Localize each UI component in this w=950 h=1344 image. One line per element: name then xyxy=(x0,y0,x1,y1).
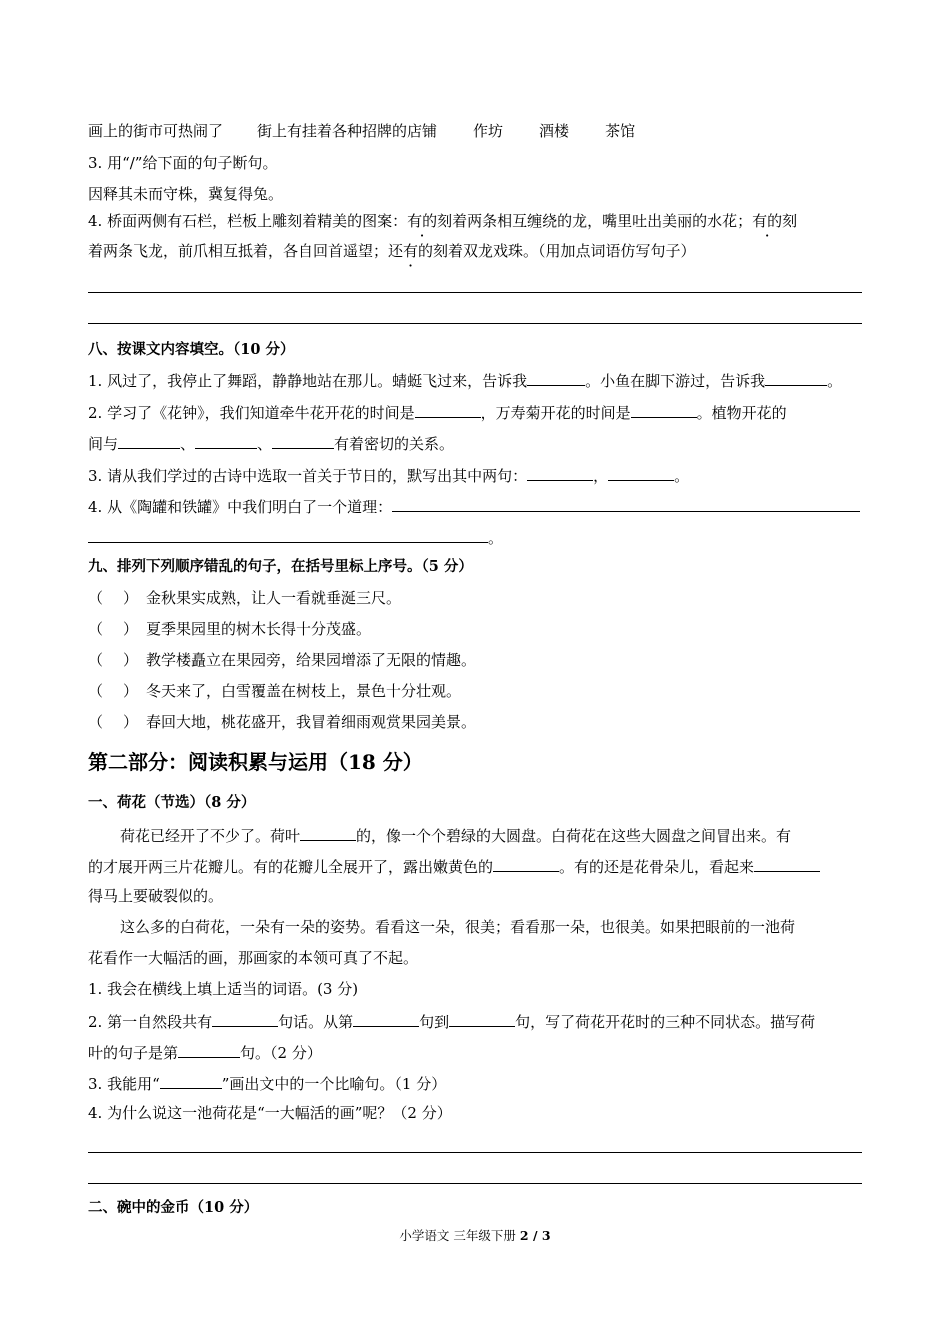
blank[interactable] xyxy=(118,432,180,449)
s9-item-2: （ ） 夏季果园里的树木长得十分茂盛。 xyxy=(88,620,372,638)
word-1: 画上的街市可热闹了 xyxy=(88,122,224,140)
s8-q1: 1. 风过了，我停止了舞蹈，静静地站在那儿。蜻蜓飞过来，告诉我 。小鱼在脚下游过，告诉我 。 xyxy=(88,369,842,391)
blank[interactable] xyxy=(212,1010,278,1027)
word-4: 酒楼 xyxy=(539,122,570,140)
q7-4-line1: 4. 桥面两侧有石栏，栏板上雕刻着精美的图案：有的刻着两条相互缠绕的龙，嘴里吐出美丽的水花；有的刻 xyxy=(88,212,798,230)
blank[interactable] xyxy=(754,855,820,872)
passage-p2-l2: 花看作一大幅活的画，那画家的本领可真了不起。 xyxy=(88,949,419,967)
blank[interactable] xyxy=(631,401,697,418)
p2-q2: 2. 第一自然段共有 句话。从第 句到 句，写了荷花开花时的三种不同状态。描写荷 xyxy=(88,1010,815,1032)
blank[interactable] xyxy=(415,401,481,418)
blank[interactable] xyxy=(765,369,827,386)
answer-line[interactable] xyxy=(88,292,862,293)
s9-item-1: （ ） 金秋果实成熟，让人一看就垂涎三尺。 xyxy=(88,589,402,607)
s8-q4: 4. 从《陶罐和铁罐》中我们明白了一个道理： xyxy=(88,495,860,517)
word-5: 茶馆 xyxy=(605,122,636,140)
s8-q4-line2: 。 xyxy=(88,526,503,548)
passage-p1-l3: 得马上要破裂似的。 xyxy=(88,887,224,905)
blank[interactable] xyxy=(353,1010,419,1027)
blank[interactable] xyxy=(88,526,488,543)
answer-line[interactable] xyxy=(88,323,862,324)
blank[interactable] xyxy=(178,1041,240,1058)
q7-3: 3. 用“/”给下面的句子断句。 xyxy=(88,154,278,172)
page-footer xyxy=(0,1228,950,1244)
blank[interactable] xyxy=(300,824,356,841)
blank[interactable] xyxy=(449,1010,515,1027)
blank[interactable] xyxy=(608,464,674,481)
blank[interactable] xyxy=(195,432,257,449)
s9-item-4: （ ） 冬天来了，白雪覆盖在树枝上，景色十分壮观。 xyxy=(88,682,462,700)
word-2: 街上有挂着各种招牌的店铺 xyxy=(257,122,438,140)
order-blank[interactable]: （ ） xyxy=(88,682,139,700)
q7-4-line2: 着两条飞龙，前爪相互抵着，各自回首遥望；还有的刻着双龙戏珠。（用加点词语仿写句子） xyxy=(88,242,696,260)
part2-s1-title: 一、荷花（节选）（8 分） xyxy=(88,794,256,811)
blank[interactable] xyxy=(272,432,334,449)
passage-p1-l2: 的才展开两三片花瓣儿。有的花瓣儿全展开了，露出嫩黄色的 。有的还是花骨朵儿，看起来 xyxy=(88,855,820,877)
footer-course: 小学语文 三年级下册 xyxy=(399,1228,516,1243)
blank[interactable] xyxy=(160,1072,222,1089)
p2-q1: 1. 我会在横线上填上适当的词语。(3 分) xyxy=(88,980,359,998)
passage-p1-l1: 荷花已经开了不少了。荷叶 的，像一个个碧绿的大圆盘。白荷花在这些大圆盘之间冒出来。有 xyxy=(120,824,791,846)
order-blank[interactable]: （ ） xyxy=(88,651,139,669)
s8-q3: 3. 请从我们学过的古诗中选取一首关于节日的，默写出其中两句： ， 。 xyxy=(88,464,689,486)
dotted-word: 有的 xyxy=(752,212,783,230)
dotted-word: 有的 xyxy=(407,212,438,230)
p2-q4: 4. 为什么说这一池荷花是“一大幅活的画”呢？（2 分） xyxy=(88,1104,452,1122)
s8-q2: 2. 学习了《花钟》，我们知道牵牛花开花的时间是 ，万寿菊开花的时间是 。植物开花的 xyxy=(88,401,787,423)
section-8-title: 八、按课文内容填空。（10 分） xyxy=(88,341,295,358)
dotted-word: 还有的 xyxy=(388,242,434,260)
word-3: 作坊 xyxy=(473,122,504,140)
s8-q2-line2: 间与 、 、 有着密切的关系。 xyxy=(88,432,454,454)
passage-p2-l1: 这么多的白荷花，一朵有一朵的姿势。看看这一朵，很美；看看那一朵，也很美。如果把眼前的一池荷 xyxy=(120,918,796,936)
part-2-title: 第二部分：阅读积累与运用（18 分） xyxy=(88,750,423,774)
q7-3-text: 因释其未而守株，冀复得兔。 xyxy=(88,185,284,203)
s9-item-5: （ ） 春回大地，桃花盛开，我冒着细雨观赏果园美景。 xyxy=(88,713,477,731)
q7-word-row xyxy=(88,121,635,141)
order-blank[interactable]: （ ） xyxy=(88,713,139,731)
blank[interactable] xyxy=(493,855,559,872)
p2-q3: 3. 我能用“ ”画出文中的一个比喻句。（1 分） xyxy=(88,1072,446,1094)
footer-page-number: 2 / 3 xyxy=(519,1228,551,1243)
order-blank[interactable]: （ ） xyxy=(88,589,139,607)
answer-line[interactable] xyxy=(88,1152,862,1153)
order-blank[interactable]: （ ） xyxy=(88,620,139,638)
answer-line[interactable] xyxy=(88,1183,862,1184)
section-9-title: 九、排列下列顺序错乱的句子，在括号里标上序号。（5 分） xyxy=(88,558,473,575)
blank[interactable] xyxy=(392,495,860,512)
s9-item-3: （ ） 教学楼矗立在果园旁，给果园增添了无限的情趣。 xyxy=(88,651,477,669)
p2-q2-line2: 叶的句子是第 句。（2 分） xyxy=(88,1041,322,1063)
part2-s2-title: 二、碗中的金币（10 分） xyxy=(88,1199,259,1216)
blank[interactable] xyxy=(527,464,593,481)
blank[interactable] xyxy=(527,369,585,386)
